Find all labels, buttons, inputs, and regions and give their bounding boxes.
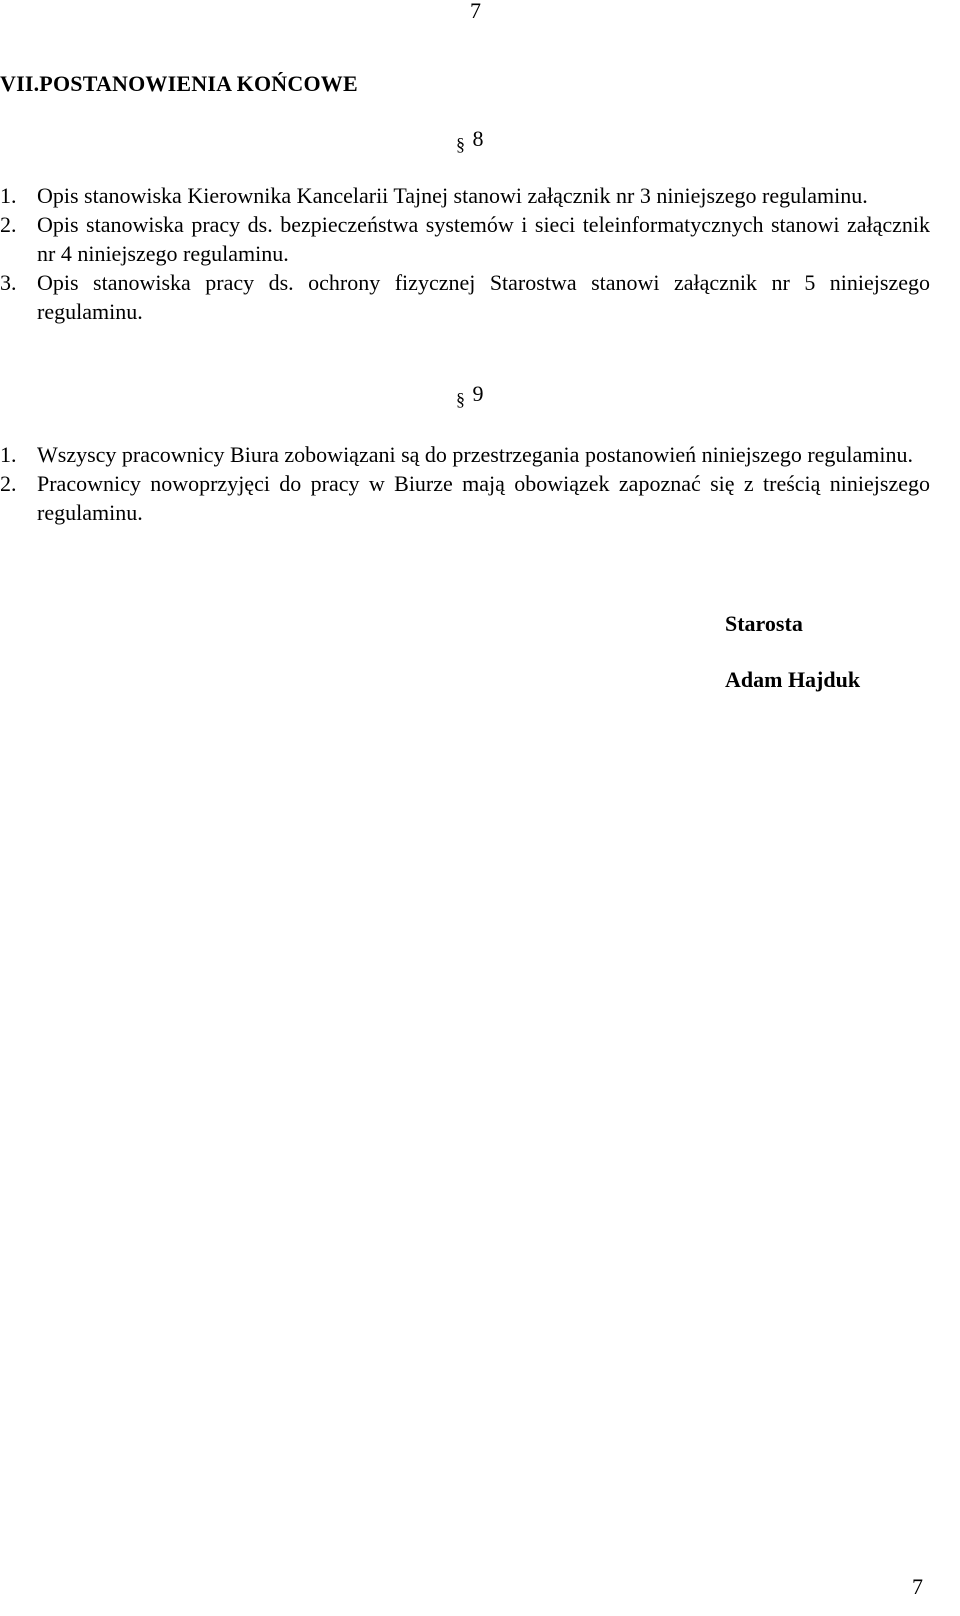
list-item bbox=[0, 268, 930, 326]
list-item-text: Opis stanowiska pracy ds. ochrony fizycznej Starostwa stanowi załącznik nr 5 niniejszego regulaminu. bbox=[37, 270, 930, 324]
section-number: 8 bbox=[472, 126, 484, 151]
list-item-number: 1. bbox=[0, 183, 17, 208]
signature-name: Adam Hajduk bbox=[725, 667, 861, 692]
page-number-bottom: 7 bbox=[912, 1574, 923, 1599]
page-number-top: 7 bbox=[470, 0, 481, 23]
section-heading-9 bbox=[456, 382, 484, 407]
list-item-number: 2. bbox=[0, 212, 17, 237]
signature-title: Starosta bbox=[725, 611, 803, 636]
section-9-list bbox=[0, 440, 930, 527]
list-item bbox=[0, 440, 930, 469]
section-sign-icon: § bbox=[456, 389, 465, 409]
list-item-text: Opis stanowiska pracy ds. bezpieczeństwa systemów i sieci teleinformatycznych stanowi załącznik nr 4 niniejszego regulaminu. bbox=[37, 212, 930, 266]
section-8-list bbox=[0, 181, 930, 326]
section-number: 9 bbox=[472, 381, 484, 406]
list-item bbox=[0, 210, 930, 268]
section-heading-8 bbox=[456, 127, 484, 152]
list-item bbox=[0, 469, 930, 527]
list-item-number: 1. bbox=[0, 442, 17, 467]
section-sign-icon: § bbox=[456, 134, 465, 154]
chapter-title: VII.POSTANOWIENIA KOŃCOWE bbox=[0, 71, 358, 96]
list-item-text: Opis stanowiska Kierownika Kancelarii Tajnej stanowi załącznik nr 3 niniejszego regulaminu. bbox=[37, 183, 868, 208]
list-item-text: Wszyscy pracownicy Biura zobowiązani są do przestrzegania postanowień niniejszego regulaminu. bbox=[37, 442, 914, 467]
list-item-number: 3. bbox=[0, 270, 17, 295]
list-item-text: Pracownicy nowoprzyjęci do pracy w Biurze mają obowiązek zapoznać się z treścią niniejszego regulaminu. bbox=[37, 471, 930, 525]
list-item-number: 2. bbox=[0, 471, 17, 496]
list-item bbox=[0, 181, 930, 210]
